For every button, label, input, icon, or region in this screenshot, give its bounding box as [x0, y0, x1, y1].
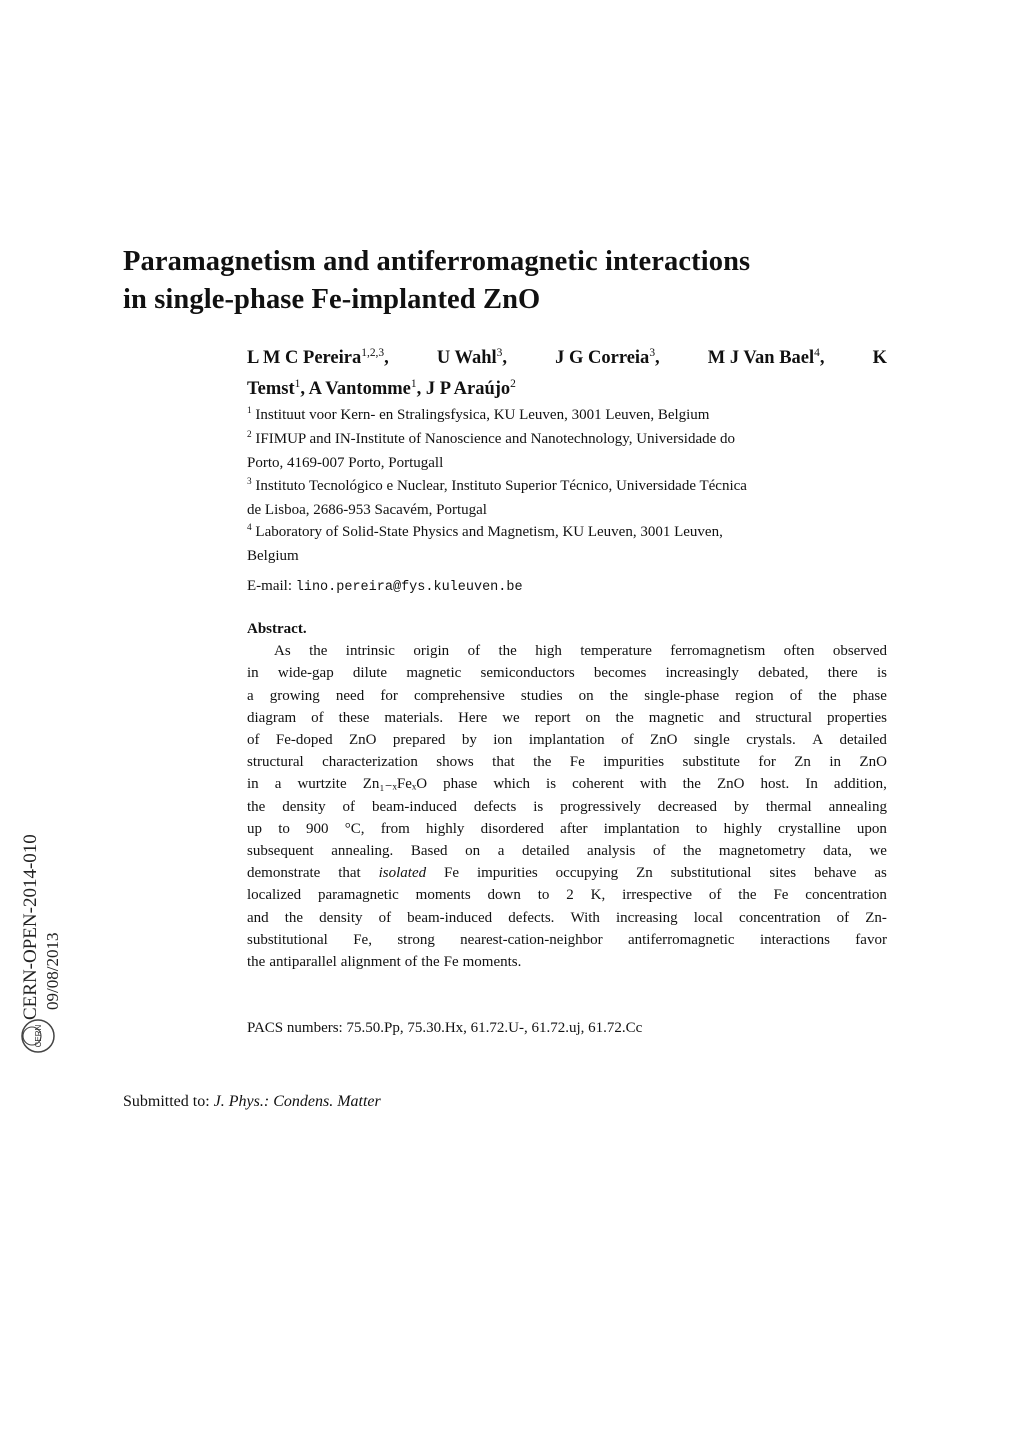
abstract-line: and the density of beam-induced defects. With increasing local concentration of Zn-	[247, 909, 887, 926]
report-date: 09/08/2013	[43, 932, 62, 1010]
author-name: K	[872, 348, 887, 368]
abstract-line: a growing need for comprehensive studies on the single-phase region of the phase	[247, 687, 887, 704]
affiliation-line	[247, 428, 887, 452]
affiliation-number: 2	[247, 430, 252, 441]
author-a-1: U Wahl$^3$,	[436, 346, 508, 368]
journal-name: J. Phys.: Condens. Matter	[213, 1093, 381, 1110]
author-name: A Vantomme	[308, 379, 411, 399]
affiliation-number: 4	[247, 522, 252, 533]
abstract-heading: Abstract.	[247, 621, 307, 637]
title-line-1: Paramagnetism and antiferromagnetic interactions	[123, 246, 751, 277]
title-line-2: in single-phase Fe-implanted ZnO	[123, 284, 541, 315]
affiliation-list	[247, 404, 887, 600]
abstract-line: localized paramagnetic moments down to 2 K, irrespective of the Fe concentration	[247, 887, 887, 904]
abstract-line: the antiparallel alignment of the Fe moments.	[247, 954, 522, 971]
author-b-2	[426, 379, 516, 399]
abstract-line: As the intrinsic origin of the high temperature ferromagnetism often observed	[274, 643, 887, 660]
affiliation-text: Porto, 4169-007 Porto, Portugall	[247, 455, 444, 472]
abstract	[247, 618, 887, 973]
cern-logo-icon	[20, 1018, 56, 1054]
abstract-line: demonstrate that isolated Fe impurities occupying Zn substitutional sites behave as	[247, 865, 887, 882]
author-a-3: M J Van Bael$^4$,	[707, 346, 825, 368]
affiliations	[247, 404, 887, 567]
author-affiliation-marker: 3	[496, 346, 503, 359]
author-affiliation-marker: 4	[814, 346, 820, 359]
affiliation-line	[247, 521, 887, 545]
affiliation-line	[247, 545, 887, 567]
author-a-4	[873, 344, 887, 375]
author-line-1	[247, 344, 887, 375]
abstract-line: in wide-gap dilute magnetic semiconductors becomes increasingly debated, there is	[247, 665, 887, 682]
affiliation-text: Instituto Tecnológico e Nuclear, Instituto Superior Técnico, Universidade Técnica	[255, 477, 747, 494]
author-list	[247, 344, 887, 406]
author-affiliation-marker: 3	[649, 346, 656, 359]
author-name: U Wahl	[436, 348, 497, 368]
abstract-line: subsequent annealing. Based on a detailed analysis of the magnetometry data, we	[247, 843, 887, 860]
affiliation-number: 3	[247, 476, 252, 487]
abstract-body	[247, 640, 887, 973]
pacs-numbers: PACS numbers: 75.50.Pp, 75.30.Hx, 61.72.U-, 61.72.uj, 61.72.Cc	[247, 1020, 643, 1036]
author-affiliation-marker: 1,2,3	[361, 346, 385, 359]
svg-text:CERN: CERN	[34, 1024, 43, 1048]
paper-title	[123, 243, 903, 319]
affiliation-text: Belgium	[247, 548, 299, 565]
affiliation-number: 1	[247, 405, 252, 416]
author-affiliation-marker: 1	[294, 377, 301, 390]
author-name: J G Correia	[555, 348, 650, 368]
email-line	[247, 575, 887, 599]
abstract-line: substitutional Fe, strong nearest-cation-neighbor antiferromagnetic interactions favor	[247, 931, 887, 948]
author-name: J P Araújo	[425, 379, 511, 399]
email-address: lino.pereira@fys.kuleuven.be	[295, 580, 523, 596]
abstract-line: up to 900 °C, from highly disordered after implantation to highly crystalline upon	[247, 820, 887, 837]
abstract-line: of Fe-doped ZnO prepared by ion implantation of ZnO single crystals. A detailed	[247, 732, 887, 749]
abstract-line: diagram of these materials. Here we report on the magnetic and structural properties	[247, 709, 887, 726]
author-b-0: Temst$^1$,	[247, 377, 305, 399]
author-affiliation-marker: 2	[510, 377, 516, 390]
submitted-to	[123, 1093, 381, 1111]
author-name: M J Van Bael	[707, 348, 815, 368]
affiliation-text: IFIMUP and IN-Institute of Nanoscience and Nanotechnology, Universidade do	[255, 431, 736, 448]
author-b-1: A Vantomme$^1$,	[308, 377, 422, 399]
author-affiliation-marker: 1	[410, 377, 417, 390]
email-label: E-mail:	[247, 578, 292, 595]
author-a-2: J G Correia$^3$,	[555, 346, 660, 368]
submitted-label: Submitted to:	[123, 1093, 210, 1110]
affiliation-line	[247, 475, 887, 499]
affiliation-text: de Lisboa, 2686-953 Sacavém, Portugal	[247, 501, 487, 518]
report-id: CERN-OPEN-2014-010	[20, 834, 41, 1020]
abstract-line: in a wurtzite Zn₁₋ₓFeₓO phase which is coherent with the ZnO host. In addition,	[247, 776, 887, 793]
affiliation-line	[247, 404, 887, 428]
author-name: L M C Pereira	[247, 348, 362, 368]
author-name: Temst	[247, 379, 295, 399]
author-line-2	[247, 375, 887, 406]
affiliation-text: Instituut voor Kern- en Stralingsfysica, KU Leuven, 3001 Leuven, Belgium	[255, 407, 710, 423]
abstract-line: structural characterization shows that the Fe impurities substitute for Zn in ZnO	[247, 754, 887, 771]
author-a-0: L M C Pereira$^{1,2,3}$,	[247, 346, 389, 368]
affiliation-line	[247, 452, 887, 474]
abstract-line: the density of beam-induced defects is progressively decreased by thermal annealing	[247, 798, 887, 815]
affiliation-text: Laboratory of Solid-State Physics and Magnetism, KU Leuven, 3001 Leuven,	[255, 524, 723, 541]
affiliation-line	[247, 499, 887, 521]
